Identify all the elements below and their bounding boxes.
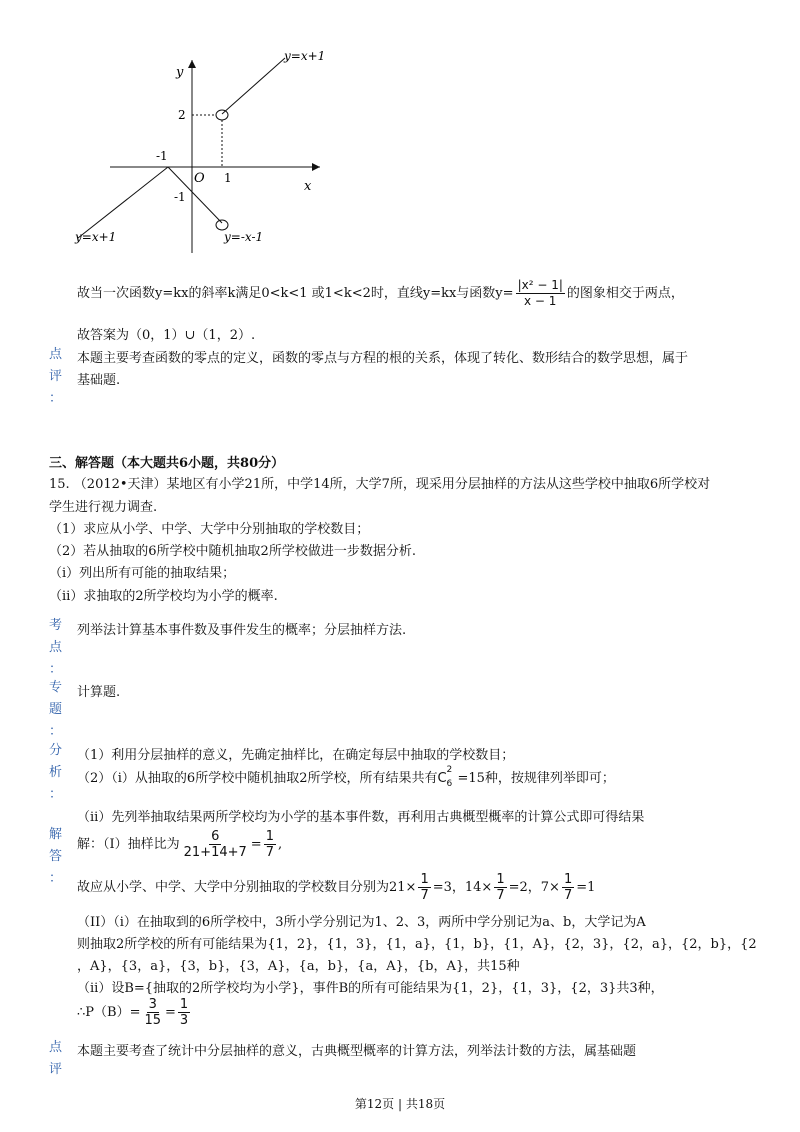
q15-dianping: 本题主要考查了统计中分层抽样的意义，古典概型概率的计算方法，列举法计数的方法，属基础题: [77, 1044, 637, 1059]
sol1-fraction: $\frac{6}{21+14+7}$: [183, 829, 247, 860]
page-footer: 第12页 | 共18页: [354, 1097, 446, 1111]
q15-zhuanti: 计算题.: [77, 685, 121, 700]
y-axis-arrow: [188, 60, 196, 68]
q15-sol-1: 解：（I）抽样比为 $\frac{6}{21+14+7}$ = $\frac{1}{7}$ ,: [77, 829, 283, 860]
piecewise-function-graph: [70, 48, 340, 253]
q15-sol-4: 则抽取2所学校的所有可能结果为{1，2}，{1，3}，{1，a}，{1，b}，{1，A}，{2，3}，{2，a}，{2，b}，{2: [77, 937, 757, 952]
q14-dianping-label: 点 评 ：: [49, 347, 63, 406]
label-y: y: [176, 65, 184, 80]
q15-kaodian: 列举法计算基本事件数及事件发生的概率；分层抽样方法.: [77, 623, 407, 638]
q15-part2ii: （ⅱ）求抽取的2所学校均为小学的概率.: [49, 589, 278, 604]
q15-kaodian-label: 考 点 ：: [49, 618, 63, 677]
q15-sol-6: （ii）设B={抽取的2所学校均为小学}，事件B的所有可能结果为{1，2}，{1，3}，{2，3}共3种，: [77, 981, 664, 996]
q15-stem-2: 学生进行视力调查.: [49, 500, 158, 515]
section-title: 三、解答题（本大题共6小题，共80分）: [49, 456, 285, 471]
right-branch-line: [222, 58, 285, 114]
q15-sol-2: 故应从小学、中学、大学中分别抽取的学校数目分别为21× $\frac{1}{7}$ =3，14× $\frac{1}{7}$ =2，7× $\frac{1}{7}$ =1: [77, 872, 596, 903]
open-point-upper: [216, 110, 228, 120]
q14-conclusion: [77, 278, 684, 309]
q14-fraction-num: |x² − 1|: [517, 278, 563, 292]
q15-fenxi-label: 分 析 ：: [49, 743, 63, 802]
q14-dianping-1: 本题主要考查函数的零点的定义，函数的零点与方程的根的关系，体现了转化、数形结合的数学思想，属于: [77, 351, 689, 366]
q15-sol-5: ，A}，{3，a}，{3，b}，{3，A}，{a，b}，{a，A}，{b，A}，共15种: [77, 959, 520, 974]
q15-stem-1: 15. （2012•天津）某地区有小学21所，中学14所，大学7所，现采用分层抽样的方法从这些学校中抽取6所学校对: [49, 477, 711, 492]
q14-fraction-den: x − 1: [524, 294, 557, 308]
q14-conclusion-b: 的图象相交于两点，: [566, 286, 684, 301]
q15-sol-3: （II）（i）在抽取到的6所学校中，3所小学分别记为1、2、3，两所中学分别记为a、b，大学记为A: [77, 915, 646, 930]
sol1-result-fraction: $\frac{1}{7}$: [265, 829, 274, 860]
label-neg1-y: -1: [174, 190, 186, 204]
label-neg1-x: -1: [156, 149, 168, 163]
q15-part2i: （ⅰ）列出所有可能的抽取结果；: [49, 566, 236, 581]
q14-conclusion-a: 故当一次函数y=kx的斜率k满足0<k<1 或1<k<2时，直线y=kx与函数y=: [77, 286, 514, 301]
open-point-lower: [216, 220, 228, 230]
q15-part1: （1）求应从小学、中学、大学中分别抽取的学校数目；: [49, 522, 370, 537]
q14-fraction: [516, 278, 565, 309]
q15-jieda-label: 解 答 ：: [49, 827, 63, 886]
q15-part2: （2）若从抽取的6所学校中随机抽取2所学校做进一步数据分析.: [49, 544, 416, 559]
label-line-left: y=x+1: [75, 230, 117, 244]
x-axis-arrow: [312, 163, 320, 171]
q14-dianping-2: 基础题.: [77, 373, 121, 388]
label-1: 1: [224, 171, 232, 185]
label-2: 2: [178, 108, 186, 122]
label-x: x: [304, 179, 312, 194]
q15-dianping-label: 点 评: [49, 1040, 63, 1077]
label-line-top: y=x+1: [284, 49, 326, 63]
label-origin: O: [194, 171, 205, 186]
q15-fenxi-2: （2）（i）从抽取的6所学校中随机抽取2所学校，所有结果共有C 2 6 =15种，按规律列举即可；: [77, 765, 615, 789]
q15-sol-7: ∴P（B）= $\frac{3}{15}$ = $\frac{1}{3}$: [77, 997, 189, 1028]
label-line-bottom: y=-x-1: [224, 230, 264, 244]
q15-fenxi-3: （ii）先列举抽取结果两所学校均为小学的基本事件数，再利用古典概型概率的计算公式即可得结果: [77, 810, 645, 825]
left-branch-line: [78, 167, 168, 238]
q15-fenxi-1: （1）利用分层抽样的意义，先确定抽样比，在确定每层中抽取的学校数目；: [77, 748, 515, 763]
q15-zhuanti-label: 专 题 ：: [49, 680, 63, 739]
combination-symbol: C 2 6: [437, 765, 453, 789]
q14-answer: 故答案为（0，1）∪（1，2）.: [77, 328, 256, 343]
